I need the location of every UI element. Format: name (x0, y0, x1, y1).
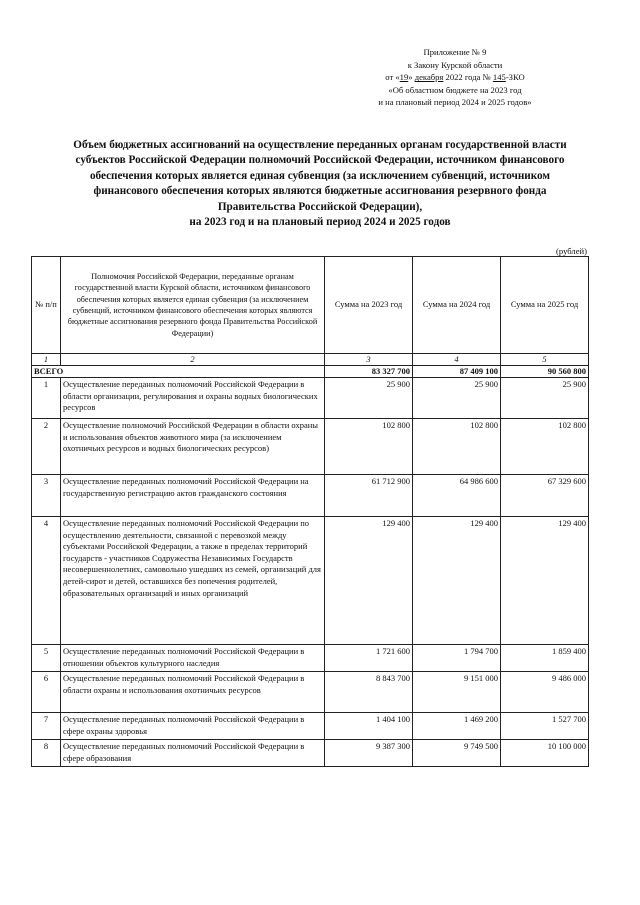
title-line: на 2023 год и на плановый период 2024 и 2025 годов (189, 216, 451, 229)
column-index: 4 (413, 354, 501, 366)
row-sum-2025: 25 900 (501, 378, 589, 419)
row-sum-2025: 10 100 000 (501, 740, 589, 767)
document-title (30, 138, 610, 230)
row-number: 3 (32, 475, 61, 517)
budget-table (31, 256, 589, 767)
row-sum-2024: 9 151 000 (413, 672, 501, 713)
table-row (32, 475, 589, 517)
appendix-law-number: 145 (492, 72, 506, 83)
total-2025: 90 560 800 (501, 366, 589, 378)
row-number: 7 (32, 713, 61, 740)
row-sum-2023: 9 387 300 (325, 740, 413, 767)
column-index: 1 (32, 354, 61, 366)
appendix-law-name-1: «Об областном бюджете на 2023 год (388, 84, 522, 95)
appendix-month: декабря (414, 72, 444, 83)
row-number: 8 (32, 740, 61, 767)
row-number: 4 (32, 517, 61, 645)
row-description: Осуществление переданных полномочий Российской Федерации в отношении объектов культурного наследия (61, 645, 325, 672)
column-index: 2 (61, 354, 325, 366)
table-row (32, 378, 589, 419)
row-description: Осуществление переданных полномочий Российской Федерации в сфере образования (61, 740, 325, 767)
row-number: 5 (32, 645, 61, 672)
row-sum-2024: 1 794 700 (413, 645, 501, 672)
row-sum-2023: 25 900 (325, 378, 413, 419)
appendix-block (355, 46, 555, 109)
row-sum-2023: 129 400 (325, 517, 413, 645)
row-sum-2024: 129 400 (413, 517, 501, 645)
table-row (32, 517, 589, 645)
appendix-title: Приложение № 9 (423, 47, 487, 57)
row-number: 1 (32, 378, 61, 419)
title-line: Объем бюджетных ассигнований на осуществление переданных органам государственной власти (73, 139, 567, 151)
row-sum-2023: 61 712 900 (325, 475, 413, 517)
row-description: Осуществление переданных полномочий Российской Федерации в области охраны и использования охотничьих ресурсов (61, 672, 325, 713)
total-2023: 83 327 700 (325, 366, 413, 378)
row-sum-2025: 1 527 700 (501, 713, 589, 740)
table-row (32, 713, 589, 740)
row-description: Осуществление переданных полномочий Российской Федерации по осуществлению деятельности, связанной с перевозкой между субъектами Российской Федерации, а также в пределах территорий государств - участников Содружества Независимых Государств несовершеннолетних, самовольно ушедших из семей, организаций для детей-сирот и детей, оставшихся без попечения родителей, образовательных организаций и иных организаций (61, 517, 325, 645)
title-line: субъектов Российской Федерации полномочий Российской Федерации, источником финансового (75, 154, 565, 167)
column-index: 3 (325, 354, 413, 366)
table-row (32, 740, 589, 767)
row-sum-2025: 129 400 (501, 517, 589, 645)
row-sum-2025: 102 800 (501, 419, 589, 475)
row-sum-2023: 1 404 100 (325, 713, 413, 740)
column-index-row (32, 354, 589, 366)
title-line: обеспечения которых является единая субвенция (за исключением субвенций, источником (89, 169, 551, 182)
appendix-law-name-2: и на плановый период 2024 и 2025 годов» (378, 97, 532, 108)
table-row (32, 672, 589, 713)
row-description: Осуществление переданных полномочий Российской Федерации в сфере охраны здоровья (61, 713, 325, 740)
appendix-law: к Закону Курской области (407, 59, 503, 70)
row-sum-2023: 1 721 600 (325, 645, 413, 672)
row-sum-2023: 102 800 (325, 419, 413, 475)
row-sum-2024: 25 900 (413, 378, 501, 419)
table-row (32, 419, 589, 475)
row-sum-2024: 1 469 200 (413, 713, 501, 740)
column-index: 5 (501, 354, 589, 366)
header-sum-2024: Сумма на 2024 год (413, 257, 501, 354)
table-header-row (32, 257, 589, 354)
row-number: 6 (32, 672, 61, 713)
total-row (32, 366, 589, 378)
header-sum-2023: Сумма на 2023 год (325, 257, 413, 354)
units-label: (рублей) (556, 246, 587, 256)
total-2024: 87 409 100 (413, 366, 501, 378)
title-line: Правительства Российской Федерации), (217, 200, 423, 213)
appendix-date-line: от «19» декабря 2022 года № 145-ЗКО (385, 72, 525, 83)
header-sum-2025: Сумма на 2025 год (501, 257, 589, 354)
row-sum-2023: 8 843 700 (325, 672, 413, 713)
row-description: Осуществление полномочий Российской Федерации в области охраны и использования объектов животного мира (за исключением охотничьих ресурсов и водных биологических ресурсов) (61, 419, 325, 475)
title-line: финансового обеспечения которых являются бюджетные ассигнования резервного фонда (93, 185, 547, 198)
table-row (32, 645, 589, 672)
row-description: Осуществление переданных полномочий Российской Федерации в области организации, регулирования и охраны водных биологических ресурсов (61, 378, 325, 419)
row-sum-2025: 67 329 600 (501, 475, 589, 517)
header-description: Полномочия Российской Федерации, переданные органам государственной власти Курской области, источником финансового обеспечения которых является единая субвенция (за исключением субвенций, источником финансового обеспечения которых являются бюджетные ассигнования резервного фонда Правительства Российской Федерации) (61, 257, 325, 354)
row-sum-2024: 64 986 600 (413, 475, 501, 517)
row-sum-2025: 1 859 400 (501, 645, 589, 672)
row-number: 2 (32, 419, 61, 475)
total-label: ВСЕГО (32, 366, 325, 378)
row-sum-2024: 9 749 500 (413, 740, 501, 767)
row-sum-2024: 102 800 (413, 419, 501, 475)
row-description: Осуществление переданных полномочий Российской Федерации на государственную регистрацию актов гражданского состояния (61, 475, 325, 517)
header-number: № п/п (32, 257, 61, 354)
appendix-day: 19 (399, 72, 409, 83)
row-sum-2025: 9 486 000 (501, 672, 589, 713)
